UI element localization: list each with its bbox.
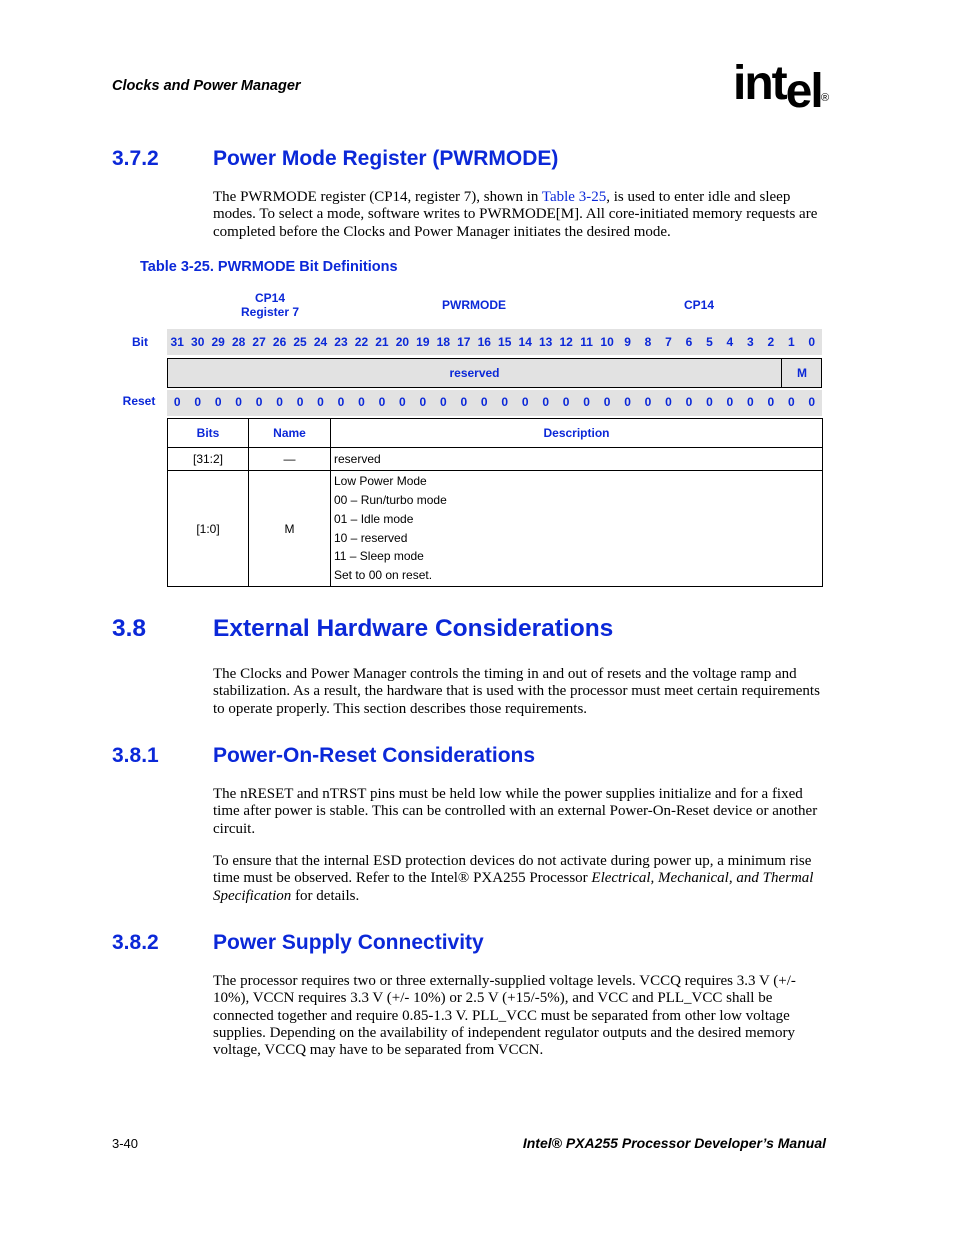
reset-value: 0 (542, 395, 550, 409)
section-3-8-paragraph: The Clocks and Power Manager controls the timing in and out of resets and the voltage ramp and stabilization. As a result, the hardware that is used with the processor must meet certain requirements to operate properly. This section describes those requirements. (213, 666, 820, 717)
bit-number: 27 (252, 335, 266, 349)
reset-value: 0 (583, 395, 590, 409)
reset-value: 0 (296, 395, 304, 409)
bit-number: 31 (170, 335, 184, 349)
bit-number: 8 (644, 335, 652, 349)
reset-value: 0 (521, 395, 529, 409)
row-description: Low Power Mode 00 – Run/turbo mode 01 – Idle mode 10 – reserved 11 – Sleep mode Set to 00 on reset. (331, 471, 823, 587)
bit-number: 22 (354, 335, 369, 349)
section-3-7-2-paragraph: The PWRMODE register (CP14, register 7), shown in Table 3-25, is used to enter idle and sleep modes. To select a mode, software writes to PWRMODE[M]. All core-initiated memory requests are completed before the Clocks and Power Manager initiates the desired mode. (213, 189, 818, 240)
reset-value: 0 (767, 395, 775, 409)
reset-value: 0 (235, 395, 242, 409)
bit-number-row (167, 329, 822, 355)
column-header-description: Description (331, 419, 823, 448)
reset-value: 0 (378, 395, 386, 409)
row-bits: [1:0] (168, 471, 249, 587)
bit-number: 28 (231, 335, 246, 349)
bit-number: 1 (787, 335, 795, 349)
reset-value: 0 (419, 395, 427, 409)
bit-number: 11 (580, 335, 593, 349)
registered-mark: ® (821, 92, 830, 104)
reset-value: 0 (439, 395, 447, 409)
reset-value: 0 (460, 395, 468, 409)
intel-logo-text: intel (733, 57, 822, 118)
register-name-label: PWRMODE (442, 298, 506, 312)
reset-row-label: Reset (122, 394, 156, 408)
bit-number: 21 (375, 335, 389, 349)
bit-number: 12 (559, 335, 573, 349)
bit-number: 13 (538, 335, 553, 349)
bit-definition-table (167, 418, 823, 587)
running-header: Clocks and Power Manager (112, 78, 301, 94)
register-cp-label: CP14 Register 7 (240, 291, 300, 319)
reset-value: 0 (808, 395, 816, 409)
reset-value: 0 (214, 395, 222, 409)
manual-title: Intel® PXA255 Processor Developer’s Manual (522, 1135, 826, 1151)
reset-value: 0 (603, 395, 611, 409)
reset-value: 0 (501, 395, 509, 409)
bit-number: 6 (685, 335, 693, 349)
bit-number: 24 (313, 335, 328, 349)
reset-value: 0 (255, 395, 263, 409)
bit-number: 23 (334, 335, 348, 349)
section-3-8-1-paragraph-1: The nRESET and nTRST pins must be held low while the power supplies initialize and for a fixed time after power is stable. This can be controlled with an external Power-On-Reset device or another circuit. (213, 786, 818, 837)
bit-number: 16 (477, 335, 491, 349)
column-header-name: Name (249, 419, 331, 448)
reset-value: 0 (644, 395, 652, 409)
reset-value: 0 (706, 395, 713, 409)
table-row (168, 448, 823, 471)
reset-value: 0 (358, 395, 365, 409)
reset-value: 0 (726, 395, 734, 409)
row-bits: [31:2] (168, 448, 249, 471)
field-reserved: reserved (449, 366, 500, 380)
reset-value: 0 (194, 395, 202, 409)
reset-value: 0 (685, 395, 693, 409)
bit-number: 30 (191, 335, 205, 349)
reset-value: 0 (276, 395, 283, 409)
bit-number: 10 (600, 335, 614, 349)
page-number: 3-40 (112, 1136, 139, 1151)
bit-number: 18 (436, 335, 450, 349)
bit-number: 15 (498, 335, 512, 349)
reset-value: 0 (317, 395, 324, 409)
table-3-25-link[interactable]: Table 3-25 (541, 189, 607, 205)
reset-value: 0 (562, 395, 570, 409)
table-caption: Table 3-25. PWRMODE Bit Definitions (140, 259, 398, 275)
bit-number: 7 (665, 335, 672, 349)
bit-number: 25 (293, 335, 307, 349)
reset-value: 0 (747, 395, 754, 409)
reset-value: 0 (665, 395, 672, 409)
section-3-8-1-paragraph-2: To ensure that the internal ESD protection devices do not activate during power up, a minimum rise time must be observed. Refer to the Intel® PXA255 Processor Electrical, Mechanical, and Thermal Specification for details. (213, 853, 814, 904)
bit-number: 3 (747, 335, 754, 349)
column-header-bits: Bits (168, 419, 249, 448)
bit-number: 2 (767, 335, 775, 349)
reset-value: 0 (624, 395, 631, 409)
reset-value-row (167, 390, 822, 416)
bit-number: 5 (706, 335, 713, 349)
register-cp14-label: CP14 (683, 298, 715, 312)
bit-number: 19 (416, 335, 430, 349)
row-description: reserved (331, 448, 823, 471)
reset-value: 0 (337, 395, 345, 409)
row-name: — (249, 448, 331, 471)
row-name: M (249, 471, 331, 587)
table-header-row (168, 419, 823, 448)
bit-number: 29 (211, 335, 225, 349)
bit-number: 14 (518, 335, 532, 349)
bit-number: 9 (624, 335, 631, 349)
reset-value: 0 (787, 395, 795, 409)
register-field-row (167, 358, 822, 388)
bit-row-label: Bit (132, 335, 148, 349)
table-row (168, 471, 823, 587)
bit-number: 0 (808, 335, 816, 349)
field-m: M (797, 366, 807, 380)
reset-value: 0 (480, 395, 488, 409)
bit-number: 17 (457, 335, 471, 349)
section-3-8-2-paragraph: The processor requires two or three externally-supplied voltage levels. VCCQ requires 3.3 V (+/- 10%), VCCN requires 3.3 V (+/- 10%) or 2.5 V (+15/-5%), and VCC and PLL_VCC shall be connected together and require 0.85-1.3 V. PLL_VCC must be separated from other low voltage supplies. Depending on the availability of independent regulator outputs and the desired memory voltage, VCCQ may have to be separated from VCCN. (213, 973, 796, 1059)
reset-value: 0 (399, 395, 406, 409)
bit-number: 4 (726, 335, 734, 349)
bit-number: 26 (272, 335, 287, 349)
reset-value: 0 (173, 395, 181, 409)
bit-number: 20 (395, 335, 410, 349)
intel-logo (733, 56, 833, 118)
